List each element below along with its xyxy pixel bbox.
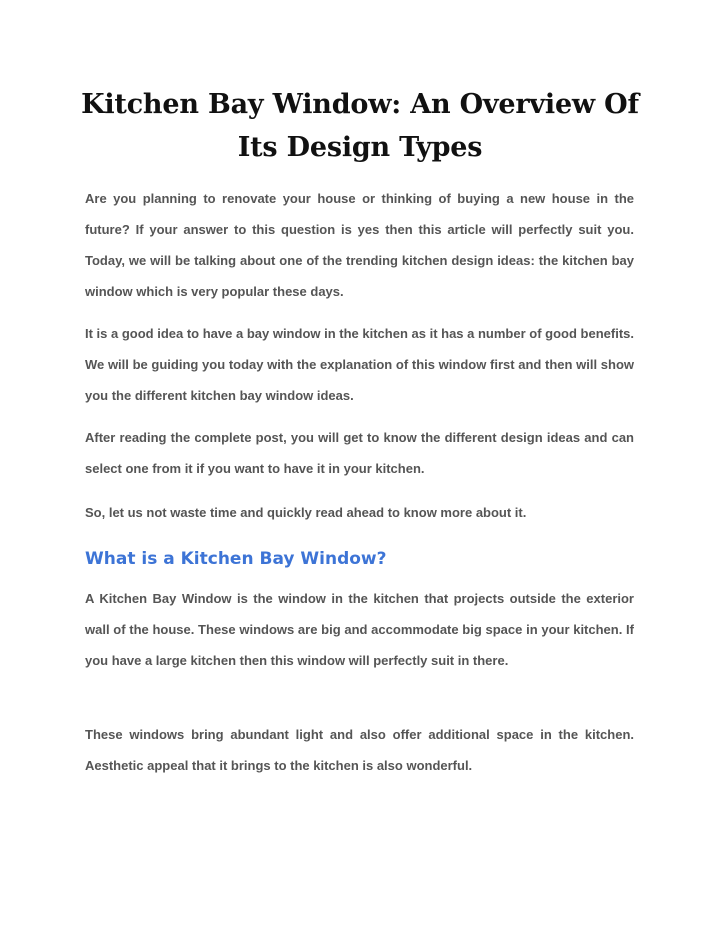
intro-paragraph-1: Are you planning to renovate your house or thinking of buying a new house in the future? If your answer to this question is yes then this article will perfectly suit you. Today, we will be talking about one of the trending kitchen design ideas: the kitchen bay window which is very popular these days. <box>85 191 634 299</box>
section-paragraph-1: A Kitchen Bay Window is the window in the kitchen that projects outside the exterior wall of the house. These windows are big and accommodate big space in your kitchen. If you have a large kitchen then this window will perfectly suit in there. <box>85 591 634 668</box>
page-title: Kitchen Bay Window: An Overview Of Its Design Types <box>81 89 639 163</box>
section-paragraph-2: These windows bring abundant light and also offer additional space in the kitchen. Aesthetic appeal that it brings to the kitchen is also wonderful. <box>85 727 634 773</box>
intro-paragraph-2: It is a good idea to have a bay window in the kitchen as it has a number of good benefits. We will be guiding you today with the explanation of this window first and then will show you the different kitchen bay window ideas. <box>85 326 634 403</box>
intro-paragraph-4: So, let us not waste time and quickly read ahead to know more about it. <box>85 505 527 520</box>
section-heading: What is a Kitchen Bay Window? <box>85 549 387 569</box>
intro-paragraph-3: After reading the complete post, you will get to know the different design ideas and can select one from it if you want to have it in your kitchen. <box>85 430 634 476</box>
